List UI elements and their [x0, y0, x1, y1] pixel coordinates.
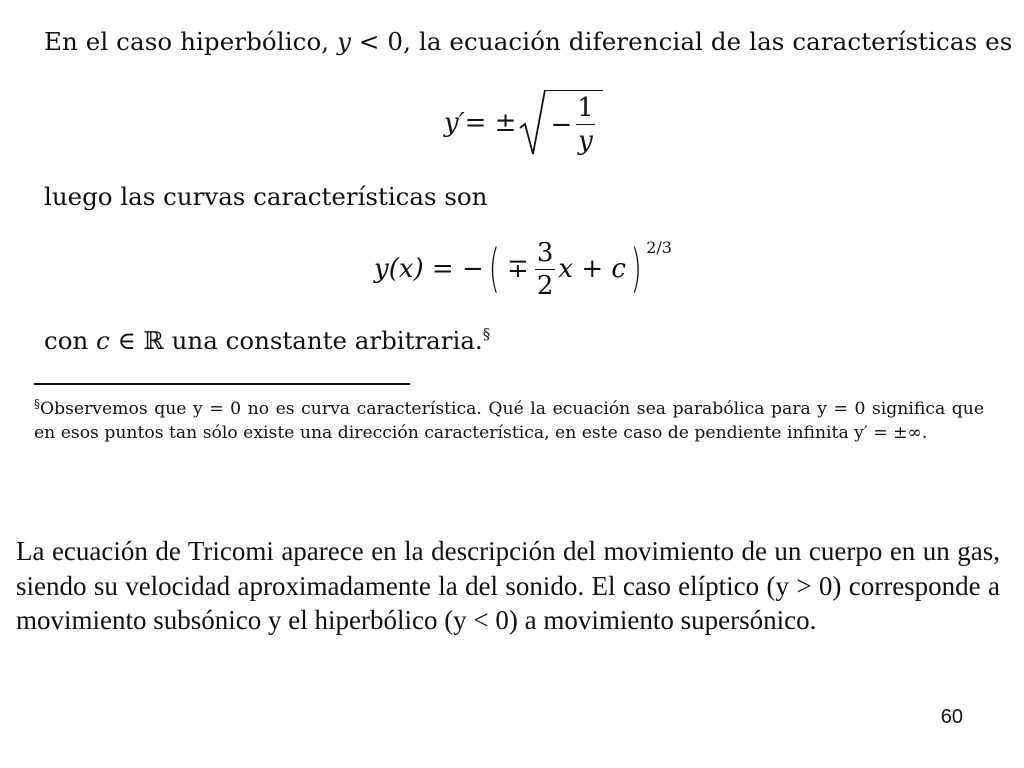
page-number: 60: [940, 706, 963, 728]
text3-mid: ∈ ℝ una constante arbitraria.: [109, 326, 483, 355]
eq1-denominator: y: [578, 126, 593, 156]
intro-line: [44, 27, 1012, 56]
intro-var: y: [337, 27, 352, 56]
left-paren: (: [488, 239, 500, 299]
eq2-denominator: 2: [536, 270, 554, 301]
eq2-rest: x + c: [558, 254, 626, 284]
footnote-mark: §: [34, 397, 40, 411]
text3-pre: con: [44, 326, 97, 355]
text-characteristic-curves: luego las curvas características son: [44, 182, 488, 211]
eq2-lhs: y(x) = −: [374, 254, 484, 284]
eq1-minus: −: [550, 109, 573, 140]
footnote: [34, 392, 984, 445]
radical-sign-icon: [518, 88, 546, 158]
text3-c: c: [96, 326, 110, 355]
fraction-one-over-y: [575, 95, 596, 154]
fraction-three-halves: [535, 237, 556, 301]
tricomi-paragraph: La ecuación de Tricomi aparece en la descripción del movimiento de un cuerpo en un gas, siendo su velocidad aproximadamente la del sonido. El caso elíptico (y > 0) corresponde a movimiento subsónico y el hiperbólico (y < 0) a movimiento supersónico.: [16, 536, 1000, 635]
text-constant: [44, 325, 490, 355]
intro-mid: < 0, la ecuación diferencial de las características es: [351, 27, 1013, 56]
eq1-eq: = ±: [464, 108, 517, 138]
square-root: [518, 88, 602, 158]
equation-characteristic-slope: [444, 86, 603, 160]
eq2-sign: ∓: [507, 254, 529, 284]
eq2-numerator: 3: [536, 237, 554, 268]
footnote-divider: [34, 383, 410, 385]
intro-pre: En el caso hiperbólico,: [44, 27, 338, 56]
equation-characteristic-curves: [374, 234, 672, 304]
footnote-marker: §: [482, 325, 491, 343]
eq1-numerator: 1: [577, 93, 594, 123]
radicand: [546, 90, 602, 158]
footnote-text: Observemos que y = 0 no es curva característica. Qué la ecuación sea parabólica para y = 0 significa que en esos puntos tan sólo existe una dirección característica, en este caso de pendiente infinita y′ = ±∞.: [34, 399, 984, 443]
eq2-exponent: 2/3: [646, 238, 672, 257]
eq1-lhs: y′: [444, 108, 465, 138]
right-paren: ): [630, 239, 642, 299]
